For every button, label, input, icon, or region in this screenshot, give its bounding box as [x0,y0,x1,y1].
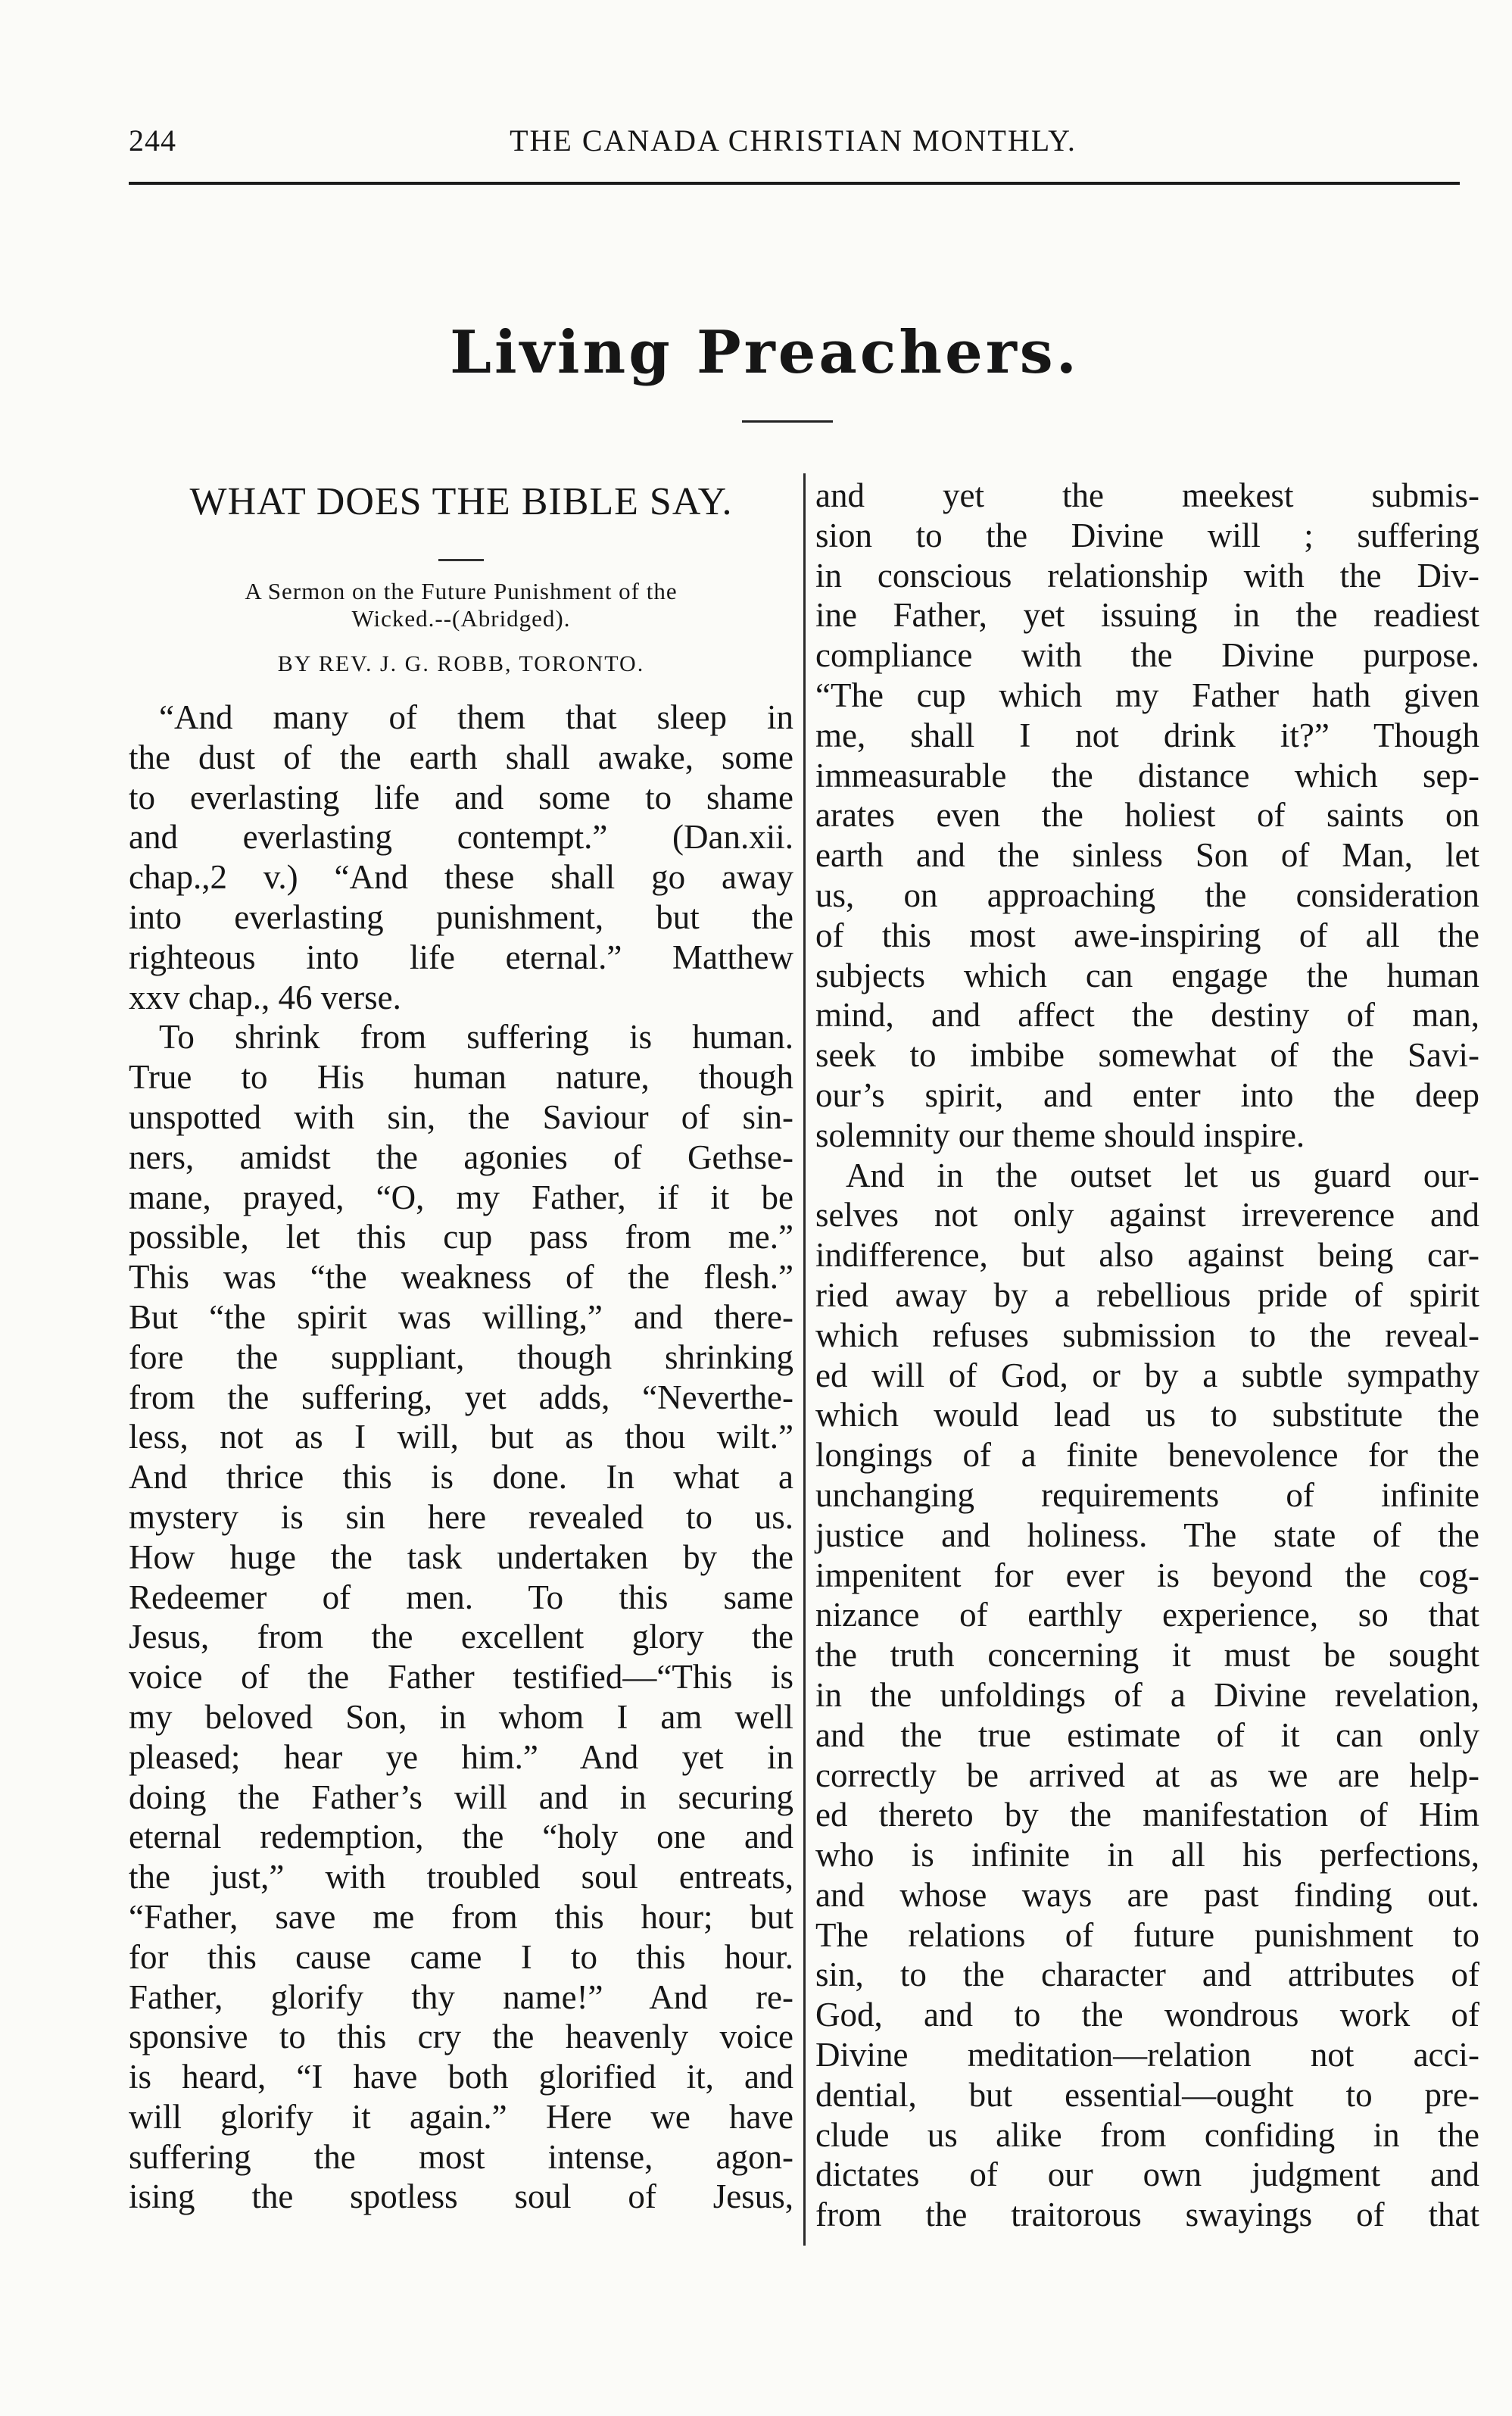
text-line: Divine meditation—relation not acci- [815,2036,1479,2074]
text-line: our’s spirit, and enter into the deep [815,1075,1479,1114]
text-line: and everlasting contempt.” (Dan.xii. [129,818,793,857]
text-line: And in the outset let us guard our- [846,1156,1479,1194]
text-line: into everlasting punishment, but the [129,897,793,936]
text-line: sponsive to this cry the heavenly voice [129,2018,793,2056]
text-line: pleased; hear ye him.” And yet in [129,1737,793,1776]
text-line: in the unfoldings of a Divine revelation, [815,1675,1479,1714]
left-column [129,476,793,2217]
title-dash [438,559,484,561]
column-divider [803,473,806,2246]
text-line: Redeemer of men. To this same [129,1578,793,1616]
text-line: dential, but essential—ought to pre- [815,2075,1479,2114]
text-line: True to His human nature, though [129,1058,793,1097]
text-line: sion to the Divine will ; suffering [815,516,1479,554]
text-line: dictates of our own judgment and [815,2155,1479,2194]
subtitle-line: A Sermon on the Future Punishment of the [245,578,678,604]
text-line: eternal redemption, the “holy one and [129,1818,793,1856]
text-line: suffering the most intense, agon- [129,2137,793,2176]
text-line: and whose ways are past finding out. [815,1875,1479,1914]
text-line: “The cup which my Father hath given [815,676,1479,714]
text-line: subjects which can engage the human [815,956,1479,994]
left-column-body [129,698,793,2217]
text-line: ried away by a rebellious pride of spirit [815,1275,1479,1314]
section-title: Living Preachers. [450,318,1080,387]
text-line: ed thereto by the manifestation of Him [815,1796,1479,1834]
text-line: Father, glorify thy name!” And re- [129,1977,793,2016]
text-line: mystery is sin here revealed to us. [129,1497,793,1536]
text-line: arates even the holiest of saints on [815,796,1479,835]
text-line: longings of a finite benevolence for the [815,1436,1479,1475]
text-line: voice of the Father testified—“This is [129,1658,793,1697]
text-line: immeasurable the distance which sep- [815,756,1479,794]
text-line: correctly be arrived at as we are help- [815,1756,1479,1794]
text-line: my beloved Son, in whom I am well [129,1697,793,1736]
text-line: fore the suppliant, though shrinking [129,1338,793,1376]
right-column [815,476,1479,2235]
text-line: will glorify it again.” Here we have [129,2097,793,2136]
text-line: “Father, save me from this hour; but [129,1897,793,1936]
section-title-rule [742,420,833,423]
article-author: BY REV. J. G. ROBB, TORONTO. [277,651,645,676]
text-line: indifference, but also against being car- [815,1236,1479,1275]
text-line: in conscious relationship with the Div- [815,556,1479,595]
text-line: and the true estimate of it can only [815,1715,1479,1754]
text-line: seek to imbibe somewhat of the Savi- [815,1036,1479,1075]
text-line: possible, let this cup pass from me.” [129,1218,793,1256]
text-line: ners, amidst the agonies of Gethse- [129,1138,793,1176]
text-line: God, and to the wondrous work of [815,1996,1479,2034]
text-line: doing the Father’s will and in securing [129,1778,793,1816]
text-line: clude us alike from confiding in the [815,2115,1479,2154]
text-line: the just,” with troubled soul entreats, [129,1858,793,1896]
text-line: which would lead us to substitute the [815,1396,1479,1434]
text-line: unchanging requirements of infinite [815,1475,1479,1514]
text-line: less, not as I will, but as thou wilt.” [129,1418,793,1456]
text-line: the truth concerning it must be sought [815,1636,1479,1675]
running-title: THE CANADA CHRISTIAN MONTHLY. [510,123,1077,158]
running-header [129,123,1457,168]
text-line: ed will of God, or by a subtle sympathy [815,1356,1479,1394]
text-line: from the traitorous swayings of that [815,2196,1479,2234]
text-line: How huge the task undertaken by the [129,1537,793,1576]
text-line: of this most awe-inspiring of all the [815,916,1479,954]
text-line: And thrice this is done. In what a [129,1458,793,1497]
text-line: impenitent for ever is beyond the cog- [815,1556,1479,1594]
text-line: mane, prayed, “O, my Father, if it be [129,1178,793,1216]
article-title: WHAT DOES THE BIBLE SAY. [189,480,733,523]
text-line: ine Father, yet issuing in the readiest [815,596,1479,635]
text-line: selves not only against irreverence and [815,1196,1479,1235]
text-line: from the suffering, yet adds, “Neverthe- [129,1378,793,1416]
text-line: the dust of the earth shall awake, some [129,738,793,776]
text-line: The relations of future punishment to [815,1915,1479,1954]
article-subtitle [129,578,793,632]
subtitle-line: Wicked.--(Abridged). [351,605,571,632]
text-line: to everlasting life and some to shame [129,778,793,816]
text-line: and yet the meekest submis- [815,476,1479,514]
text-line: Jesus, from the excellent glory the [129,1618,793,1656]
text-line: xxv chap., 46 verse. [129,978,401,1016]
text-line: righteous into life eternal.” Matthew [129,938,793,976]
text-line: mind, and affect the destiny of man, [815,996,1479,1035]
text-line: earth and the sinless Son of Man, let [815,836,1479,875]
text-line: This was “the weakness of the flesh.” [129,1258,793,1297]
text-line: me, shall I not drink it?” Though [815,716,1479,754]
text-line: compliance with the Divine purpose. [815,636,1479,675]
text-line: chap.,2 v.) “And these shall go away [129,858,793,897]
text-line: us, on approaching the consideration [815,876,1479,914]
page-number: 244 [129,123,176,158]
text-line: which refuses submission to the reveal- [815,1316,1479,1354]
text-line: is heard, “I have both glorified it, and [129,2058,793,2096]
text-line: for this cause came I to this hour. [129,1937,793,1976]
text-line: who is infinite in all his perfections, [815,1836,1479,1874]
text-line: “And many of them that sleep in [159,698,793,736]
text-line: ising the spotless soul of Jesus, [129,2177,793,2216]
text-line: justice and holiness. The state of the [815,1515,1479,1554]
text-line: unspotted with sin, the Saviour of sin- [129,1097,793,1136]
text-line: To shrink from suffering is human. [159,1018,793,1057]
text-line: solemnity our theme should inspire. [815,1116,1305,1154]
right-column-body [815,476,1479,2235]
text-line: nizance of earthly experience, so that [815,1596,1479,1634]
text-line: sin, to the character and attributes of [815,1956,1479,1994]
text-line: But “the spirit was willing,” and there- [129,1297,793,1336]
header-rule [129,182,1460,185]
